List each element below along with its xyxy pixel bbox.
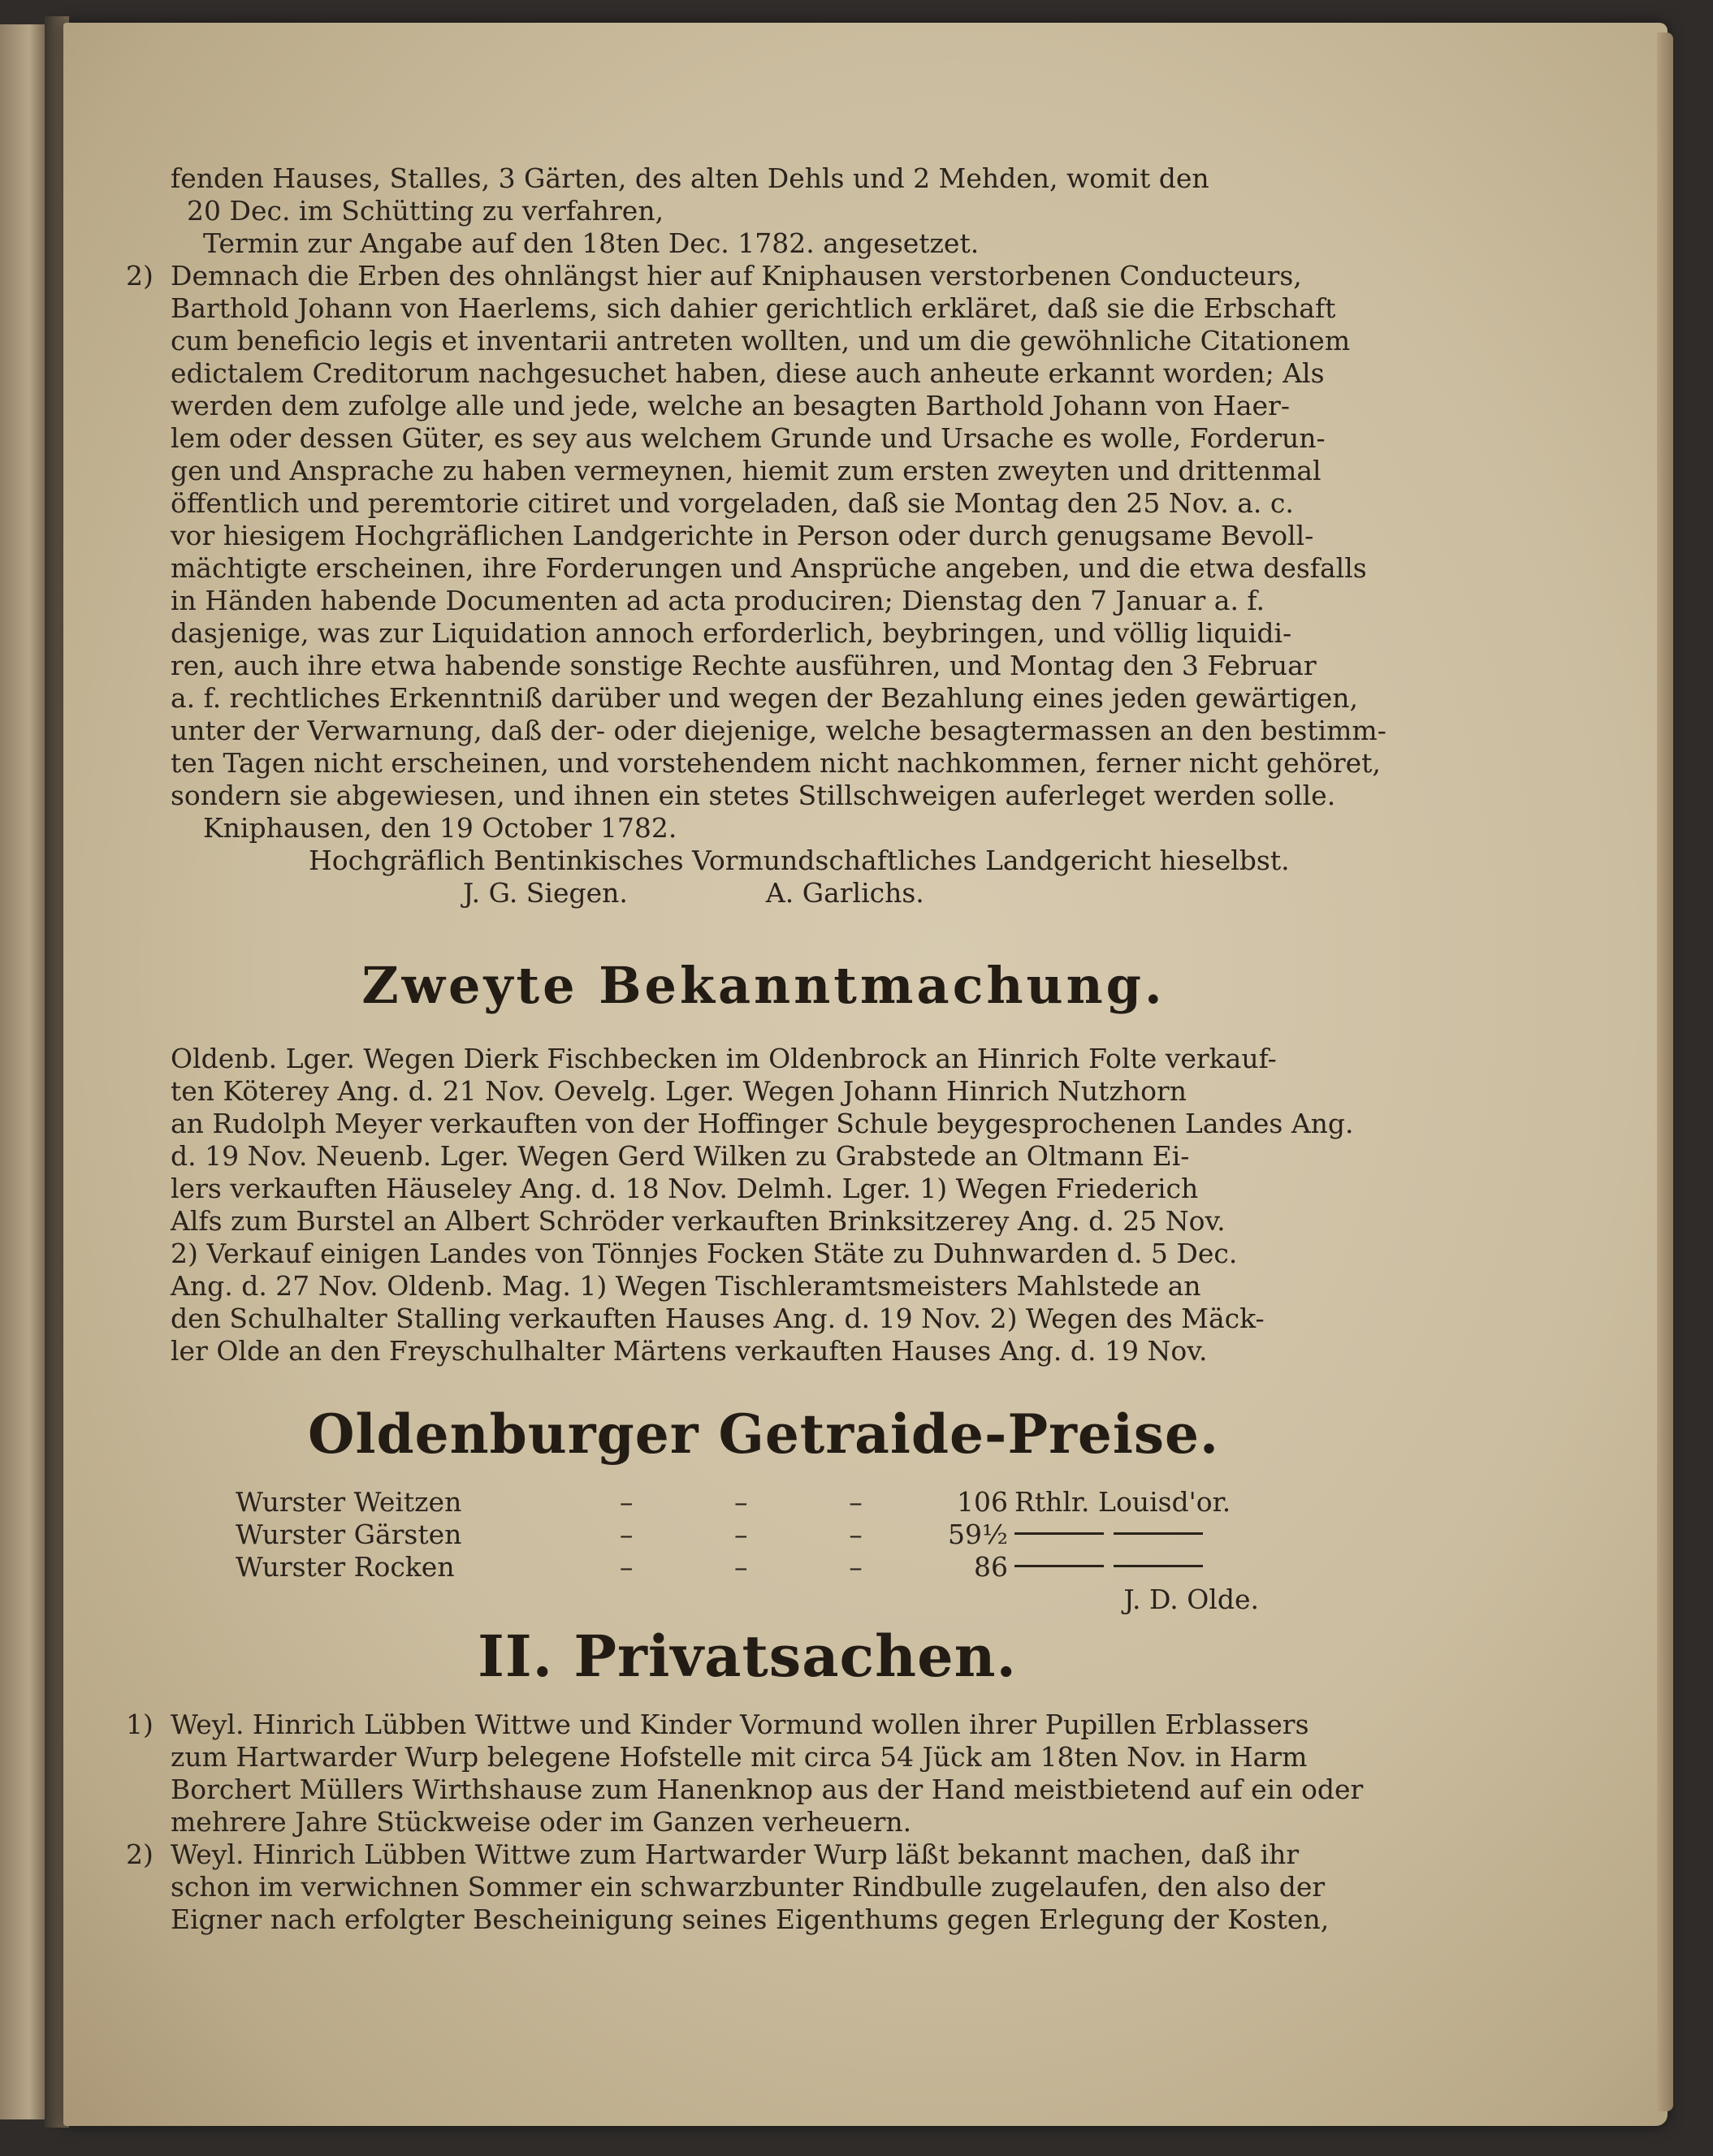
grain-price-table bbox=[236, 1486, 1251, 1584]
grain-name: Wurster Gärsten bbox=[236, 1519, 462, 1550]
ditto-rules bbox=[1014, 1519, 1251, 1551]
text-line: lers verkauften Häuseley Ang. d. 18 Nov. Delmh. Lger. 1) Wegen Friederich bbox=[171, 1173, 1199, 1204]
text-line: an Rudolph Meyer verkauften von der Hoffinger Schule beygesprochenen Landes Ang. bbox=[171, 1108, 1354, 1139]
ditto-rule bbox=[1014, 1532, 1104, 1535]
text-line: Weyl. Hinrich Lübben Wittwe und Kinder Vormund wollen ihrer Pupillen Erblassers bbox=[171, 1709, 1309, 1740]
text-line: a. f. rechtliches Erkenntniß darüber und wegen der Bezahlung eines jeden gewärtigen, bbox=[171, 682, 1359, 714]
ditto-rules bbox=[1014, 1551, 1251, 1584]
price-unit: Rthlr. Louisd'or. bbox=[1014, 1486, 1231, 1518]
price-signer: J. D. Olde. bbox=[1123, 1584, 1259, 1615]
heading-grain-prices: Oldenburger Getraide-Preise. bbox=[307, 1402, 1220, 1466]
grain-name: Wurster Weitzen bbox=[236, 1486, 462, 1518]
text-line: Barthold Johann von Haerlems, sich dahier gerichtlich erkläret, daß sie die Erbschaft bbox=[171, 292, 1336, 324]
text-line: edictalem Creditorum nachgesuchet haben, diese auch anheute erkannt worden; Als bbox=[171, 357, 1325, 389]
dash: – bbox=[734, 1519, 748, 1550]
signature-names bbox=[171, 877, 1356, 909]
text-line: in Händen habende Documenten ad acta produciren; Dienstag den 7 Januar a. f. bbox=[171, 585, 1265, 616]
text-line: ler Olde an den Freyschulhalter Märtens verkauften Hauses Ang. d. 19 Nov. bbox=[171, 1335, 1208, 1367]
text-line: lem oder dessen Güter, es sey aus welchem Grunde und Ursache es wolle, Forderun- bbox=[171, 422, 1326, 454]
grain-price: 86 bbox=[973, 1551, 1008, 1583]
left-page-edge bbox=[0, 24, 49, 2119]
text-line: ren, auch ihre etwa habende sonstige Rechte ausführen, und Montag den 3 Februar bbox=[171, 650, 1317, 681]
text-line: ten Tagen nicht erscheinen, und vorstehendem nicht nachkommen, ferner nicht gehöret, bbox=[171, 747, 1381, 779]
text-line: öffentlich und peremtorie citiret und vorgeladen, daß sie Montag den 25 Nov. a. c. bbox=[171, 487, 1294, 519]
text-line: werden dem zufolge alle und jede, welche an besagten Barthold Johann von Haer- bbox=[171, 390, 1290, 421]
ditto-rule bbox=[1014, 1565, 1104, 1567]
signature-court: Hochgräflich Bentinkisches Vormundschaftliches Landgericht hieselbst. bbox=[309, 845, 1290, 876]
private-item-1 bbox=[126, 1709, 1364, 1838]
text-line: Eigner nach erfolgter Bescheinigung seines Eigenthums gegen Erlegung der Kosten, bbox=[171, 1903, 1330, 1935]
signature-place-date: Kniphausen, den 19 October 1782. bbox=[203, 812, 677, 844]
dash: – bbox=[734, 1551, 748, 1583]
text-line: den Schulhalter Stalling verkauften Hauses Ang. d. 19 Nov. 2) Wegen des Mäck- bbox=[171, 1303, 1265, 1334]
text-line: 20 Dec. im Schütting zu verfahren, bbox=[187, 195, 664, 227]
table-row bbox=[236, 1551, 1251, 1584]
ditto-rule bbox=[1114, 1532, 1203, 1535]
item-number: 1) bbox=[126, 1709, 154, 1740]
signature-name-1: J. G. Siegen. bbox=[463, 877, 628, 909]
text-line: unter der Verwarnung, daß der- oder diejenige, welche besagtermassen an den bestimm- bbox=[171, 715, 1386, 746]
notice-item-2 bbox=[126, 260, 1386, 812]
item-number: 2) bbox=[126, 1838, 154, 1870]
dash: – bbox=[849, 1551, 863, 1583]
heading-private-matters: II. Privatsachen. bbox=[478, 1622, 1017, 1690]
text-line: vor hiesigem Hochgräflichen Landgerichte in Person oder durch genugsame Bevoll- bbox=[171, 520, 1314, 551]
dash: – bbox=[734, 1486, 748, 1518]
text-line: Borchert Müllers Wirthshause zum Hanenknop aus der Hand meistbietend auf ein oder bbox=[171, 1774, 1364, 1805]
grain-price: 59½ bbox=[948, 1519, 1008, 1550]
text-line: Alfs zum Burstel an Albert Schröder verkauften Brinksitzerey Ang. d. 25 Nov. bbox=[171, 1205, 1226, 1237]
text-line: ten Köterey Ang. d. 21 Nov. Oevelg. Lger. Wegen Johann Hinrich Nutzhorn bbox=[171, 1075, 1187, 1107]
page-content bbox=[126, 162, 1386, 1936]
private-item-2 bbox=[126, 1838, 1356, 1936]
item-number: 2) bbox=[126, 260, 154, 292]
heading-second-announcement: Zweyte Bekanntmachung. bbox=[361, 956, 1166, 1015]
text-line: dasjenige, was zur Liquidation annoch erforderlich, beybringen, und völlig liquidi- bbox=[171, 617, 1292, 649]
text-line: mächtigte erscheinen, ihre Forderungen und Ansprüche angeben, und die etwa desfalls bbox=[171, 552, 1367, 584]
signature-name-2: A. Garlichs. bbox=[765, 877, 924, 909]
dash: – bbox=[619, 1519, 634, 1550]
text-line: schon im verwichnen Sommer ein schwarzbunter Rindbulle zugelaufen, den also der bbox=[171, 1871, 1326, 1903]
text-line: fenden Hauses, Stalles, 3 Gärten, des alten Dehls und 2 Mehden, womit den bbox=[171, 162, 1209, 194]
dash: – bbox=[849, 1486, 863, 1518]
intro-paragraph bbox=[171, 162, 1356, 260]
table-row bbox=[236, 1519, 1251, 1551]
announcement-paragraph bbox=[171, 1043, 1356, 1367]
text-line: Oldenb. Lger. Wegen Dierk Fischbecken im Oldenbrock an Hinrich Folte verkauf- bbox=[171, 1043, 1277, 1074]
text-line: 2) Verkauf einigen Landes von Tönnjes Focken Stäte zu Duhnwarden d. 5 Dec. bbox=[171, 1238, 1238, 1269]
text-line: Demnach die Erben des ohnlängst hier auf Kniphausen verstorbenen Conducteurs, bbox=[171, 260, 1302, 292]
grain-price: 106 bbox=[956, 1486, 1008, 1518]
grain-name: Wurster Rocken bbox=[236, 1551, 455, 1583]
dash: – bbox=[619, 1486, 634, 1518]
text-line: cum beneficio legis et inventarii antreten wollten, und um die gewöhnliche Citationem bbox=[171, 325, 1351, 356]
text-line: Ang. d. 27 Nov. Oldenb. Mag. 1) Wegen Tischleramtsmeisters Mahlstede an bbox=[171, 1270, 1201, 1302]
text-line: mehrere Jahre Stückweise oder im Ganzen verheuern. bbox=[171, 1806, 912, 1838]
text-line: zum Hartwarder Wurp belegene Hofstelle mit circa 54 Jück am 18ten Nov. in Harm bbox=[171, 1741, 1308, 1773]
dash: – bbox=[849, 1519, 863, 1550]
text-line: gen und Ansprache zu haben vermeynen, hiemit zum ersten zweyten und drittenmal bbox=[171, 455, 1322, 486]
text-line: Weyl. Hinrich Lübben Wittwe zum Hartwarder Wurp läßt bekannt machen, daß ihr bbox=[171, 1838, 1300, 1870]
text-line: sondern sie abgewiesen, und ihnen ein stetes Stillschweigen auferleget werden solle. bbox=[171, 780, 1336, 811]
text-line: d. 19 Nov. Neuenb. Lger. Wegen Gerd Wilken zu Grabstede an Oltmann Ei- bbox=[171, 1140, 1190, 1172]
ditto-rule bbox=[1114, 1565, 1203, 1567]
page-edge bbox=[1657, 32, 1673, 2111]
table-row bbox=[236, 1486, 1251, 1519]
dash: – bbox=[619, 1551, 634, 1583]
text-line: Termin zur Angabe auf den 18ten Dec. 1782. angesetzet. bbox=[203, 227, 980, 259]
